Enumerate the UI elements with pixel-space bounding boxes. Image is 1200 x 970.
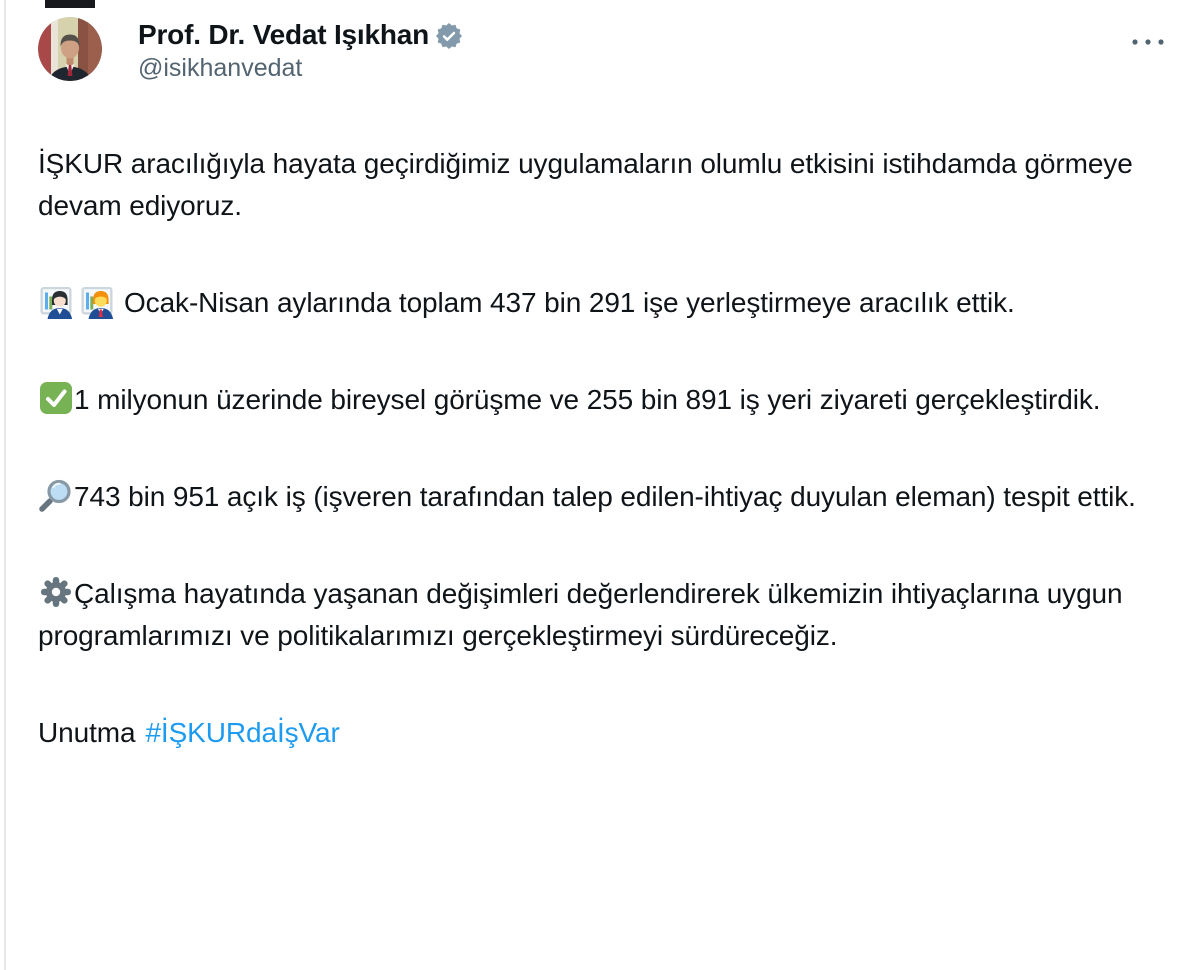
paragraph-text: 1 milyonun üzerinde bireysel görüşme ve 255 bin 891 iş yeri ziyareti gerçekleştirdik. [74, 384, 1101, 415]
tweet-paragraph-1 [38, 143, 1168, 227]
tweet-paragraph-4 [38, 476, 1168, 518]
avatar[interactable] [38, 17, 102, 81]
display-name[interactable]: Prof. Dr. Vedat Işıkhan [138, 19, 430, 50]
check-mark-button-emoji [38, 380, 74, 416]
man-office-worker-emoji [79, 283, 115, 319]
paragraph-text: Unutma [38, 717, 136, 748]
woman-office-worker-emoji [38, 283, 74, 319]
tweet-paragraph-2 [38, 282, 1168, 324]
more-options-button[interactable] [1128, 29, 1168, 55]
tweet-paragraph-5 [38, 573, 1168, 657]
paragraph-text: Çalışma hayatında yaşanan değişimleri değerlendirerek ülkemizin ihtiyaçlarına uygun programlarımızı ve politikalarımızı gerçekleştirmeyi sürdüreceğiz. [38, 578, 1123, 651]
paragraph-text: Ocak-Nisan aylarında toplam 437 bin 291 işe yerleştirmeye aracılık ettik. [124, 287, 1015, 318]
window-edge-line [4, 0, 6, 970]
gear-emoji [38, 574, 74, 610]
tweet-header [38, 17, 1168, 81]
tweet-paragraph-3 [38, 379, 1168, 421]
paragraph-text: 743 bin 951 açık iş (işveren tarafından talep edilen-ihtiyaç duyulan eleman) tespit ettik. [74, 481, 1136, 512]
tweet-body [38, 143, 1168, 754]
avatar-image [38, 17, 102, 81]
hashtag-link[interactable]: #İŞKURdaİşVar [145, 717, 340, 748]
author-block [138, 17, 462, 83]
screenshot-crop-artifact-bar [45, 0, 95, 8]
tweet-card [38, 17, 1168, 754]
gray-verified-seal-icon [436, 23, 462, 49]
magnifying-glass-emoji [38, 477, 74, 513]
paragraph-text: İŞKUR aracılığıyla hayata geçirdiğimiz uygulamaların olumlu etkisini istihdamda görmeye devam ediyoruz. [38, 148, 1133, 221]
tweet-paragraph-6 [38, 712, 1168, 754]
author-handle[interactable]: @isikhanvedat [138, 54, 303, 82]
more-horizontal-icon [1131, 38, 1165, 46]
